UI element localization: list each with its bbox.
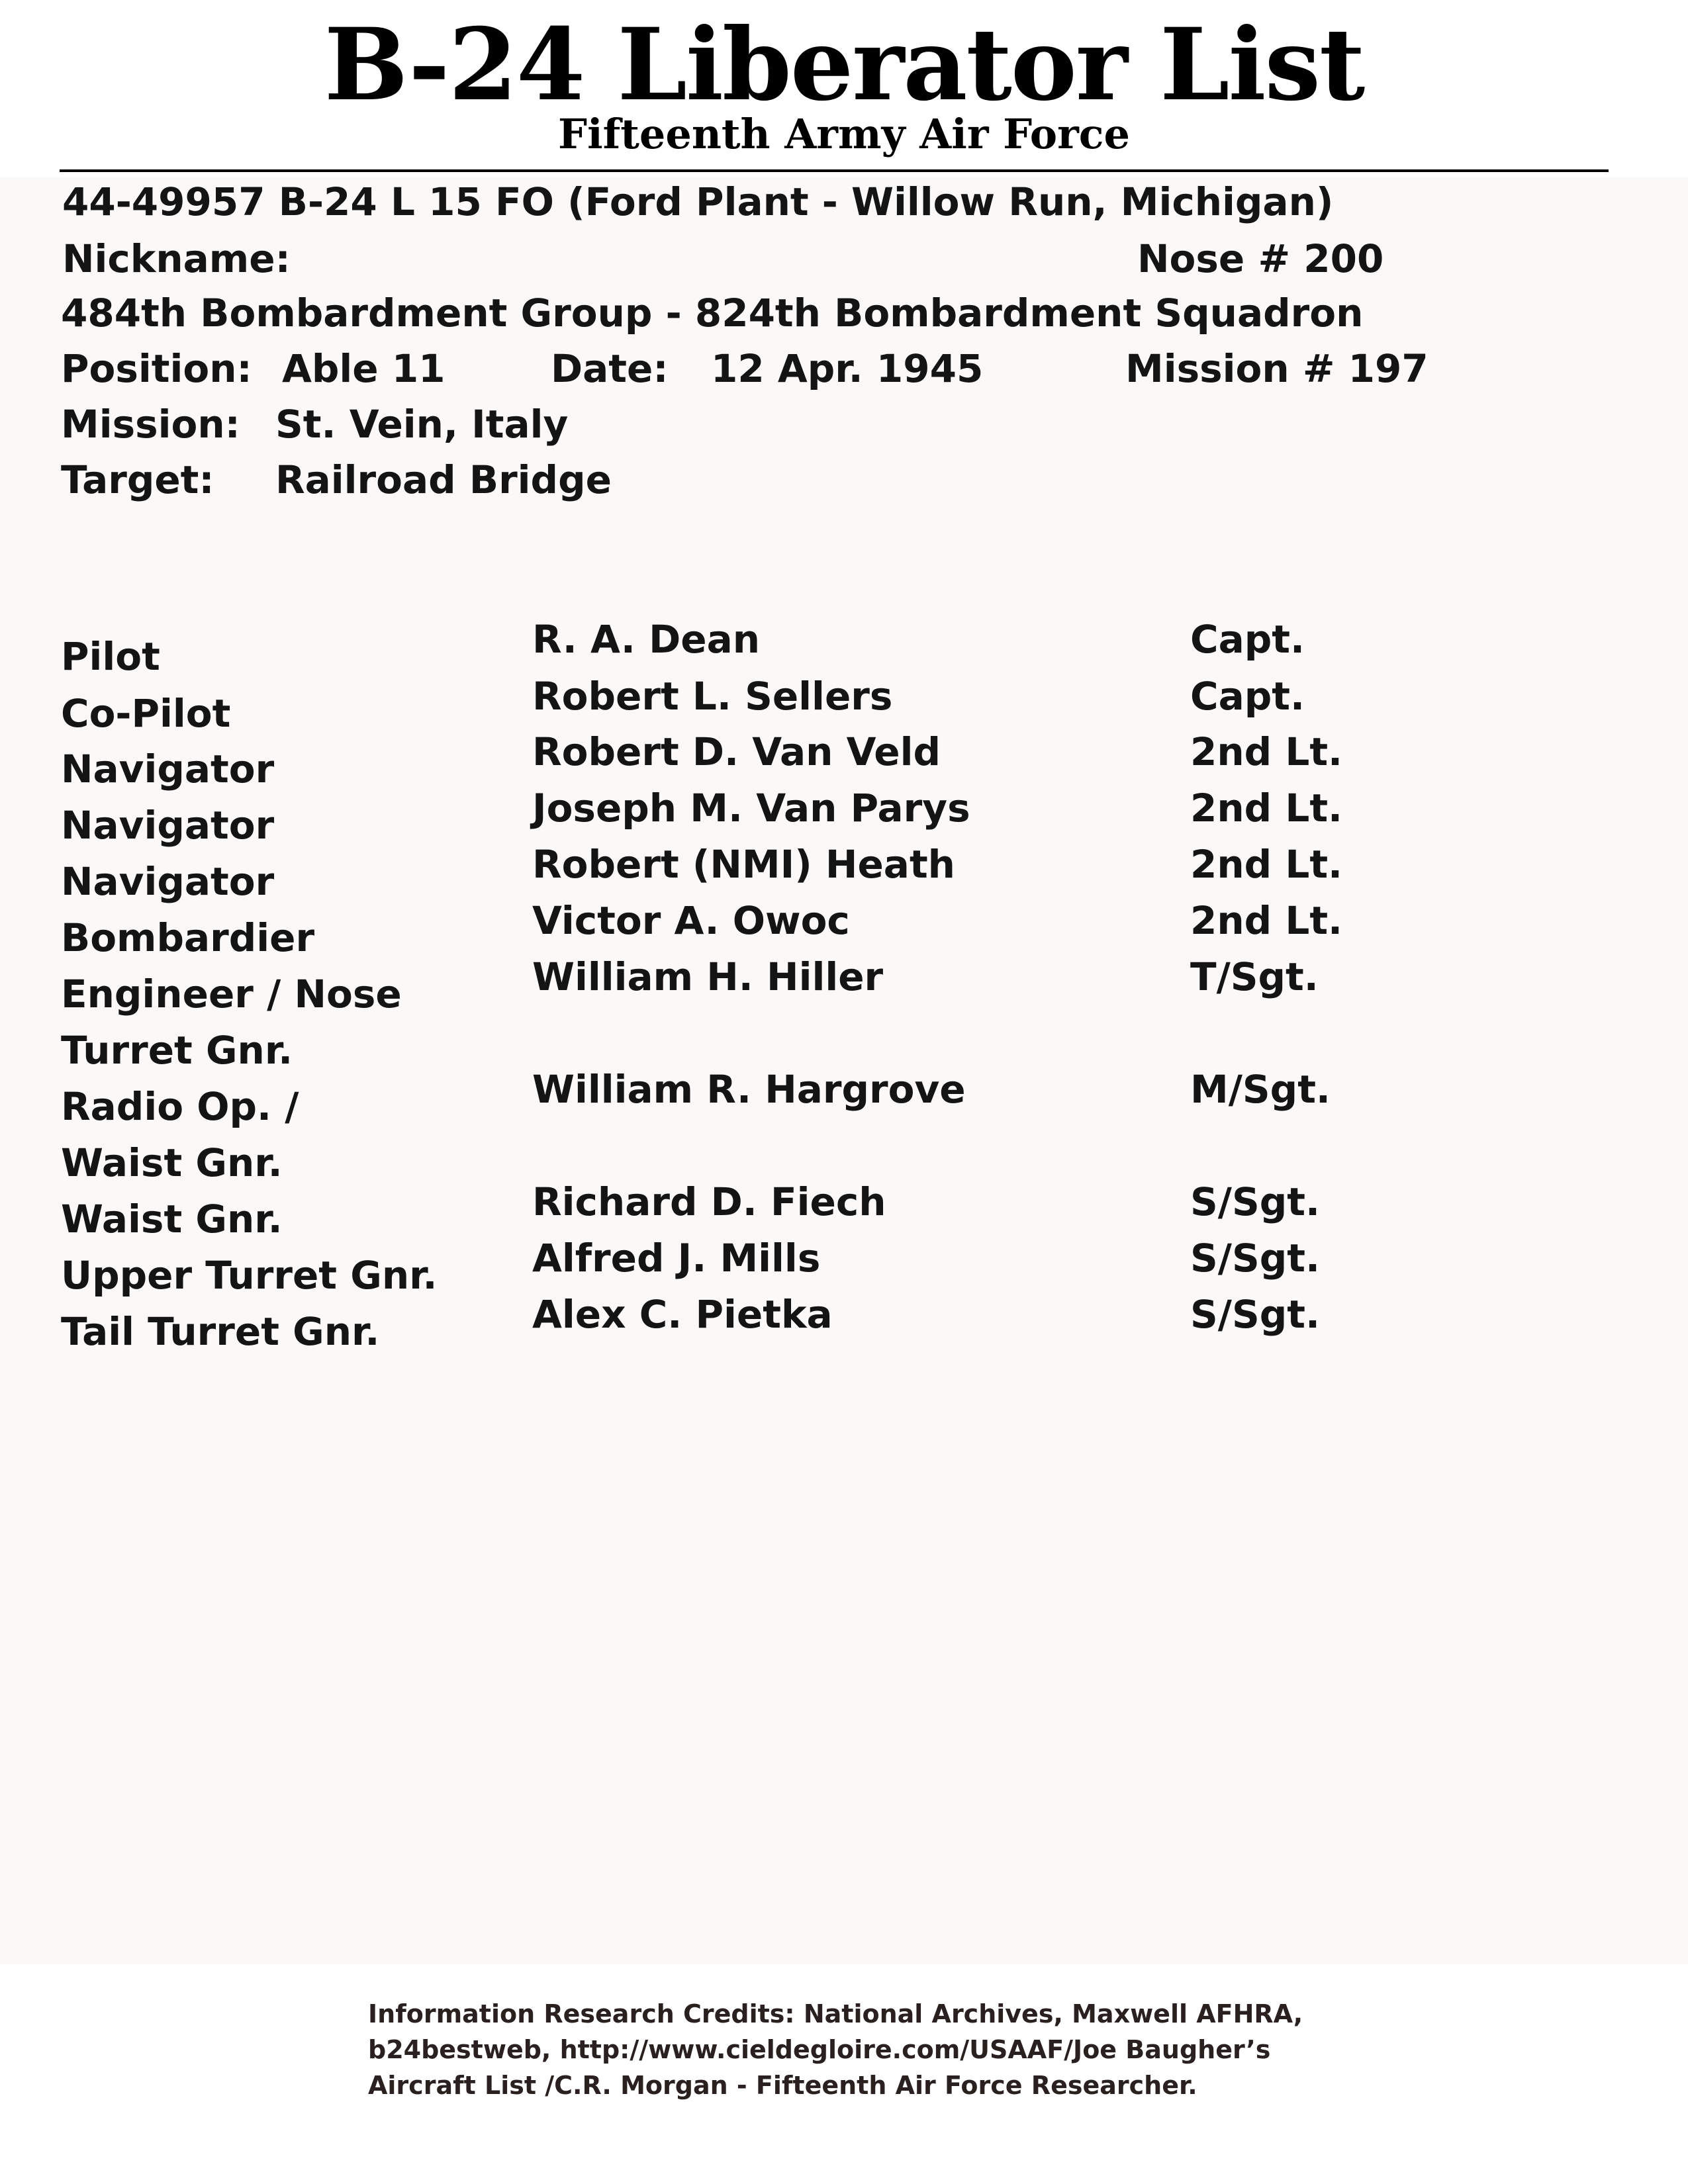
crew-role: Engineer / Nose Turret Gnr. — [61, 972, 402, 1073]
crew-rank: S/Sgt. — [1190, 1179, 1321, 1224]
nose-number: Nose # 200 — [1137, 236, 1384, 281]
header-divider — [60, 169, 1609, 172]
crew-rank: S/Sgt. — [1190, 1236, 1321, 1281]
crew-name: Robert (NMI) Heath — [532, 842, 955, 887]
crew-name: Victor A. Owoc — [532, 898, 850, 943]
crew-role: Pilot — [61, 634, 160, 679]
serial-line: 44-49957 B-24 L 15 FO (Ford Plant - Willow Run, Michigan) — [62, 179, 1334, 224]
crew-role: Navigator — [61, 803, 275, 848]
document-header — [0, 0, 1688, 177]
crew-name: Joseph M. Van Parys — [532, 786, 970, 831]
page-subtitle: Fifteenth Army Air Force — [558, 110, 1130, 158]
crew-name: Alfred J. Mills — [532, 1236, 821, 1281]
crew-name: Robert D. Van Veld — [532, 729, 941, 774]
mission-value: St. Vein, Italy — [275, 402, 569, 447]
crew-rank: 2nd Lt. — [1190, 898, 1343, 943]
document-footer — [0, 1964, 1688, 2184]
target-label: Target: — [61, 457, 214, 502]
mission-label: Mission: — [61, 402, 240, 447]
mission-number: Mission # 197 — [1125, 346, 1429, 391]
crew-rank: 2nd Lt. — [1190, 729, 1343, 774]
crew-rank: Capt. — [1190, 674, 1305, 719]
crew-name: R. A. Dean — [532, 617, 761, 662]
document-body — [0, 177, 1688, 1964]
crew-role: Bombardier — [61, 915, 315, 960]
date-label: Date: — [551, 346, 669, 391]
crew-name: Richard D. Fiech — [532, 1179, 886, 1224]
nickname-label: Nickname: — [62, 236, 291, 281]
crew-role: Radio Op. / Waist Gnr. — [61, 1084, 299, 1185]
crew-role: Waist Gnr. — [61, 1197, 283, 1242]
research-credits: Information Research Credits: National Archives, Maxwell AFHRA, b24bestweb, http://www.cieldegloire.com/USAAF/Joe Baugher’s Aircraft List /C.R. Morgan - Fifteenth Air Force Researcher. — [368, 1999, 1303, 2100]
crew-rank: T/Sgt. — [1190, 954, 1319, 999]
crew-role: Navigator — [61, 747, 275, 792]
crew-role: Navigator — [61, 859, 275, 904]
crew-rank: S/Sgt. — [1190, 1292, 1321, 1337]
target-value: Railroad Bridge — [275, 457, 612, 502]
group-line: 484th Bombardment Group - 824th Bombardment Squadron — [61, 291, 1364, 336]
crew-rank: 2nd Lt. — [1190, 786, 1343, 831]
crew-name: William H. Hiller — [532, 954, 884, 999]
date-value: 12 Apr. 1945 — [711, 346, 984, 391]
position-value: Able 11 — [282, 346, 445, 391]
crew-role: Co-Pilot — [61, 691, 231, 736]
crew-rank: M/Sgt. — [1190, 1067, 1331, 1112]
crew-role: Tail Turret Gnr. — [61, 1309, 380, 1354]
crew-rank: 2nd Lt. — [1190, 842, 1343, 887]
crew-name: Robert L. Sellers — [532, 674, 893, 719]
crew-role: Upper Turret Gnr. — [61, 1253, 438, 1298]
page-title: B-24 Liberator List — [324, 7, 1364, 123]
crew-rank: Capt. — [1190, 617, 1305, 662]
position-label: Position: — [61, 346, 252, 391]
crew-name: Alex C. Pietka — [532, 1292, 833, 1337]
crew-name: William R. Hargrove — [532, 1067, 966, 1112]
